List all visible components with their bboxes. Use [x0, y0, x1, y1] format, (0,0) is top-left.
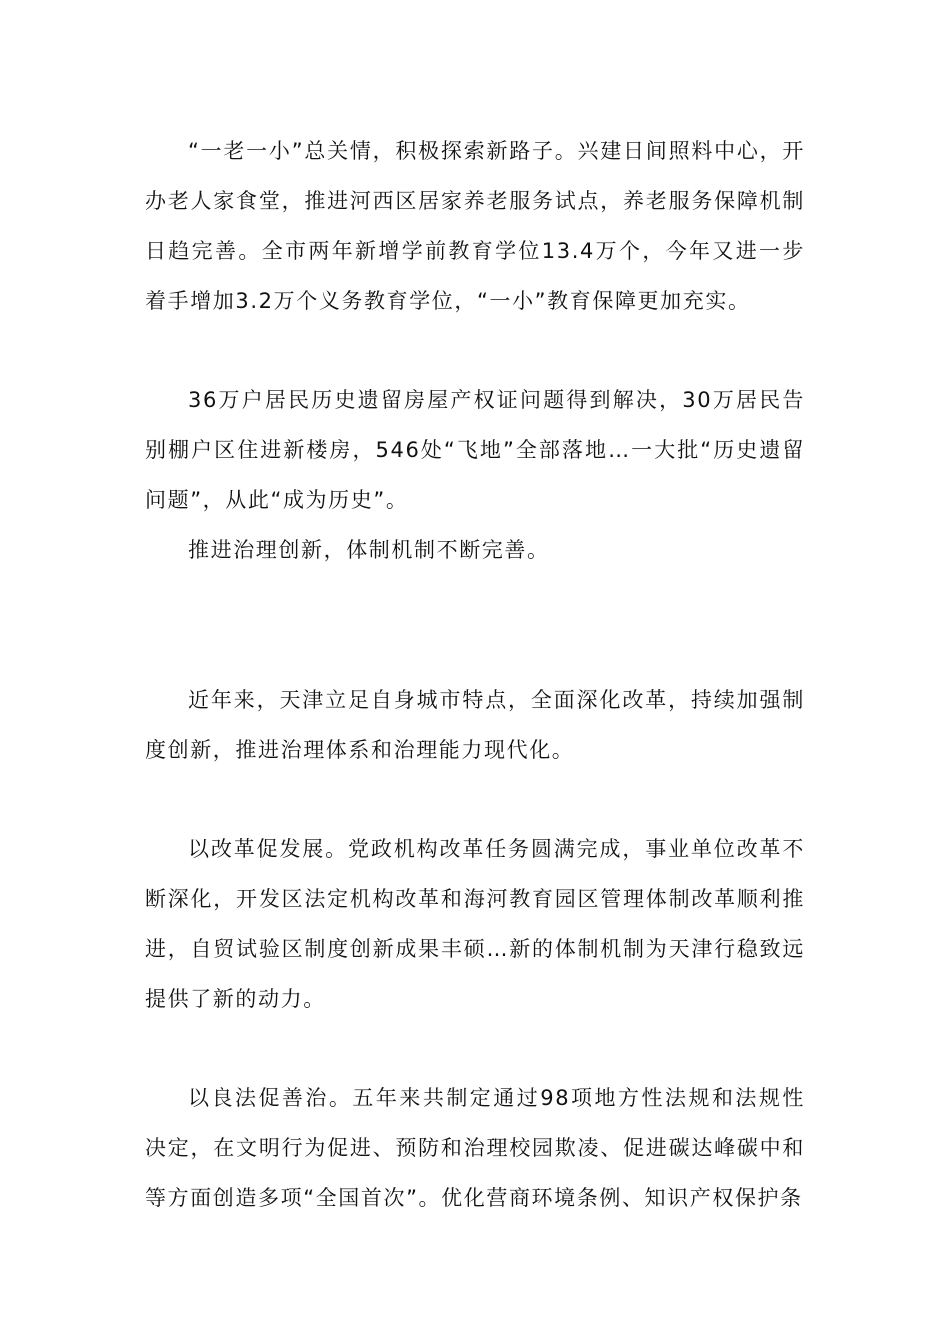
- paragraph-reform: 以改革促发展。党政机构改革任务圆满完成，事业单位改革不断深化，开发区法定机构改革和海河教育园区管理体制改革顺利推进，自贸试验区制度创新成果丰硕…新的体制机制为天津行稳致远提供了新的动力。: [145, 837, 805, 1011]
- paragraph-elderly-children: “一老一小”总关情，积极探索新路子。兴建日间照料中心，开办老人家食堂，推进河西区居家养老服务试点，养老服务保障机制日趋完善。全市两年新增学前教育学位13.4万个，今年又进一步着手增加3.2万个义务教育学位，“一小”教育保障更加充实。: [145, 139, 805, 313]
- paragraph-governance-heading: 推进治理创新，体制机制不断完善。: [188, 538, 550, 562]
- paragraph-rule-of-law: 以良法促善治。五年来共制定通过98项地方性法规和法规性决定，在文明行为促进、预防和治理校园欺凌、促进碳达峰碳中和等方面创造多项“全国首次”。优化营商环境条例、知识产权保护条: [145, 1086, 805, 1210]
- paragraph-historical-issues: 36万户居民历史遗留房屋产权证问题得到解决，30万居民告别棚户区住进新楼房，546处“飞地”全部落地…一大批“历史遗留问题”，从此“成为历史”。: [145, 388, 805, 512]
- paragraph-recent-years: 近年来，天津立足自身城市特点，全面深化改革，持续加强制度创新，推进治理体系和治理能力现代化。: [145, 688, 805, 762]
